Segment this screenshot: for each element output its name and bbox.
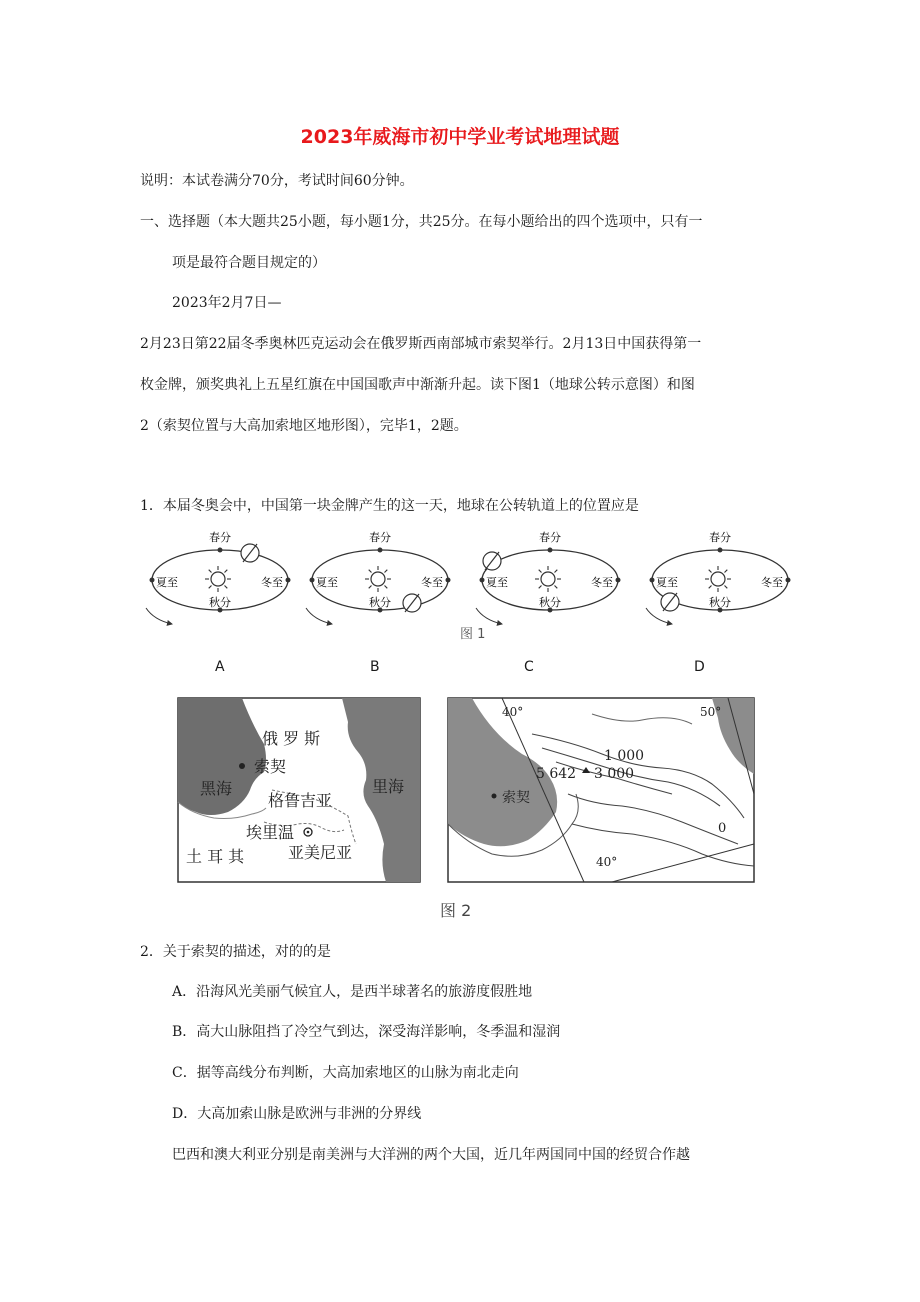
label-summer: 夏至 (656, 576, 678, 589)
passage1-line1: 2023年2月7日— (172, 295, 282, 311)
q2-option-b: B．高大山脉阻挡了冷空气到达，深受海洋影响，冬季温和湿润 (172, 1024, 561, 1040)
label-spring: 春分 (539, 531, 561, 544)
label-georgia: 格鲁吉亚 (268, 791, 333, 810)
label-peak-5642: 5 642 (536, 766, 577, 782)
passage1-line4: 2（索契位置与大高加索地区地形图），完毕1，2题。 (140, 418, 468, 434)
label-autumn: 秋分 (539, 596, 561, 609)
orbit-diagram-a (146, 530, 291, 624)
q2-option-c: C．据等高线分布判断，大高加索地区的山脉为南北走向 (172, 1065, 519, 1081)
figure-2-maps (172, 694, 762, 924)
passage2-line1: 巴西和澳大利亚分别是南美洲与大洋洲的两个大国，近几年两国同中国的经贸合作越 (172, 1147, 690, 1163)
label-winter: 冬至 (591, 576, 613, 589)
label-autumn: 秋分 (369, 596, 391, 609)
q2-option-d: D．大高加索山脉是欧洲与非洲的分界线 (172, 1106, 422, 1122)
map-caucasus-topographic (448, 698, 754, 882)
passage1-line2: 2月23日第22届冬季奥林匹克运动会在俄罗斯西南部城市索契举行。2月13日中国获得第一 (140, 336, 702, 352)
question-2: 2．关于索契的描述，对的的是 (140, 944, 331, 960)
option-a-label: A (215, 659, 225, 675)
option-b-label: B (370, 659, 380, 675)
page-title: 2023年威海市初中学业考试地理试题 (300, 126, 620, 148)
q2-option-a: A．沿海风光美丽气候宜人，是西半球著名的旅游度假胜地 (172, 984, 533, 1000)
label-yerevan: 埃里温 (246, 823, 295, 842)
passage1-line3: 枚金牌，颁奖典礼上五星红旗在中国国歌声中渐渐升起。读下图1（地球公转示意图）和图 (140, 377, 695, 393)
label-russia: 俄 罗 斯 (262, 729, 321, 748)
label-lat-40: 40° (596, 855, 618, 869)
label-contour-1000: 1 000 (604, 748, 645, 764)
label-summer: 夏至 (316, 576, 338, 589)
question-1: 1．本届冬奥会中，中国第一块金牌产生的这一天，地球在公转轨道上的位置应是 (140, 498, 639, 514)
section-heading-line2: 项是最符合题目规定的） (172, 255, 326, 271)
label-winter: 冬至 (421, 576, 443, 589)
figure-2-caption: 图 2 (440, 901, 472, 920)
option-c-label: C (524, 659, 534, 675)
label-lon-40: 40° (502, 705, 524, 719)
label-spring: 春分 (709, 531, 731, 544)
label-summer: 夏至 (156, 576, 178, 589)
label-black-sea: 黑海 (200, 779, 233, 798)
label-winter: 冬至 (261, 576, 283, 589)
figure-1-orbits (140, 528, 800, 648)
label-lon-50: 50° (700, 705, 722, 719)
orbit-diagram-d (646, 530, 791, 624)
label-spring: 春分 (369, 531, 391, 544)
label-sochi-left: 索契 (254, 757, 287, 776)
label-spring: 春分 (209, 531, 231, 544)
label-armenia: 亚美尼亚 (288, 843, 353, 862)
label-sochi-right: 索契 (502, 790, 530, 806)
figure-1-caption: 图 1 (460, 627, 486, 642)
orbit-diagram-b (306, 530, 451, 624)
map-caucasus-political (178, 698, 420, 882)
label-caspian: 里海 (372, 777, 405, 796)
intro-text: 说明：本试卷满分70分，考试时间60分钟。 (140, 173, 414, 189)
label-summer: 夏至 (486, 576, 508, 589)
label-winter: 冬至 (761, 576, 783, 589)
label-contour-0: 0 (718, 821, 727, 836)
orbit-diagram-c (476, 530, 621, 624)
label-contour-3000: 3 000 (594, 766, 635, 782)
label-turkey: 土 耳 其 (186, 847, 245, 866)
option-d-label: D (694, 659, 705, 675)
section-heading-line1: 一、选择题（本大题共25小题，每小题1分，共25分。在每小题给出的四个选项中，只有一 (140, 214, 703, 230)
label-autumn: 秋分 (209, 596, 231, 609)
label-autumn: 秋分 (709, 596, 731, 609)
